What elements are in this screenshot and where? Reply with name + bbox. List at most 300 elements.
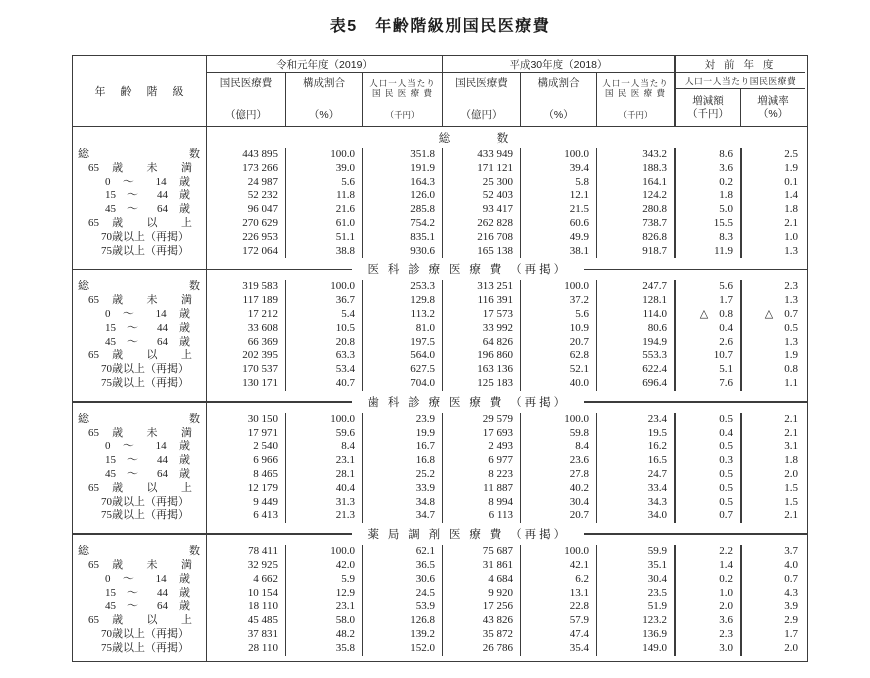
cell-value: 25.2 [362,468,442,482]
cell-value: 21.5 [520,203,596,217]
cell-value: 126.8 [362,614,442,628]
cell-value: 59.8 [520,427,596,441]
row-label: 45 ～ 64 歳 [105,467,190,480]
section-title-text: 医 科 診 療 医 療 費 （再掲） [367,264,569,277]
cell-value: 16.2 [596,440,674,454]
cell-value: 1.3 [740,294,805,308]
cell-value: 918.7 [596,245,674,259]
cell-value: 23.4 [596,413,674,427]
col-header-change-rate: 増減率 （%） [740,89,805,126]
cell-value: 5.9 [285,573,362,587]
cell-value: 0.5 [740,322,805,336]
cell-value: 2.0 [740,468,805,482]
cell-value: 35 872 [442,628,520,642]
cell-value: 0.2 [674,176,740,190]
section-rows [73,280,807,390]
cell-value: 58.0 [285,614,362,628]
cell-value: 1.4 [740,189,805,203]
cell-value: 247.7 [596,280,674,294]
cell-value: 61.0 [285,217,362,231]
cell-value: 0.5 [674,468,740,482]
cell-value: 24.5 [362,587,442,601]
cell-value: 2.0 [674,600,740,614]
cell-value: 33.9 [362,482,442,496]
cell-value: 17 212 [247,307,278,320]
cell-value: 2.0 [740,642,805,656]
cell-value: 26 786 [442,642,520,656]
cell-value: 23.9 [362,413,442,427]
row-label: 0 ～ 14 歳 [105,572,190,585]
cell-value: 128.1 [596,294,674,308]
cell-value: 8.4 [285,440,362,454]
cell-value: 4.3 [740,587,805,601]
cell-value: 22.8 [520,600,596,614]
cell-value: 48.2 [285,628,362,642]
cell-value: 124.2 [596,189,674,203]
cell-value: 52.1 [520,363,596,377]
cell-value: 66 369 [247,335,278,348]
cell-value: 152.0 [362,642,442,656]
cell-value: 930.6 [362,245,442,259]
cell-value: 100.0 [285,413,362,427]
cell-value: 52 403 [442,189,520,203]
table-row [73,231,807,245]
row-label: 45 ～ 64 歳 [105,600,190,613]
cell-value: 5.0 [674,203,740,217]
section-title [73,258,807,280]
cell-value: 34.8 [362,496,442,510]
cell-value: 443 895 [242,148,278,160]
row-label: 15 ～ 44 歳 [105,321,190,334]
table-bottom-padding [73,656,807,661]
cell-value: 15.5 [674,217,740,231]
cell-value: 24 987 [247,175,278,188]
row-label: 65 歳 以 上 [88,481,192,494]
cell-value: 24.7 [596,468,674,482]
cell-value: 216 708 [442,231,520,245]
table-row [73,482,807,496]
cell-value: 31.3 [285,496,362,510]
row-label: 65 歳 未 満 [88,294,192,307]
cell-value: 10.5 [285,322,362,336]
header-group-fy2018: 平成30年度（2018） [442,56,674,73]
cell-value: 196 860 [442,349,520,363]
cell-value: 351.8 [362,148,442,162]
cell-value: 20.8 [285,336,362,350]
table-row [73,280,807,294]
cell-value: 149.0 [596,642,674,656]
table-row [73,217,807,231]
table-row [73,454,807,468]
cell-value: 6 966 [253,454,278,467]
cell-value: 29 579 [442,413,520,427]
cell-value: 129.8 [362,294,442,308]
cell-value: 8 223 [442,468,520,482]
cell-value: 63.3 [285,349,362,363]
col-header-percapita-2018: 人口一人当たり 国 民 医 療 費 （千円） [596,73,674,126]
cell-value: 40.4 [285,482,362,496]
cell-value: 6.2 [520,573,596,587]
cell-value: 627.5 [362,363,442,377]
table-row [73,496,807,510]
cell-value: 1.9 [740,349,805,363]
cell-value: 262 828 [442,217,520,231]
cell-value: 285.8 [362,203,442,217]
row-label: 75歳以上（再掲） [101,376,189,389]
cell-value: 8 465 [253,467,278,480]
cell-value: 16.8 [362,454,442,468]
section-title-text: 歯 科 診 療 医 療 費 （再掲） [367,396,569,409]
cell-value: 622.4 [596,363,674,377]
cell-value: 30.4 [520,496,596,510]
cell-value: 0.1 [740,176,805,190]
cell-value: 78 411 [248,545,278,558]
cell-value: 75 687 [442,545,520,559]
cell-value: 37.2 [520,294,596,308]
row-label: 45 ～ 64 歳 [105,335,190,348]
table-row [73,509,807,523]
cell-value: 2.1 [740,217,805,231]
row-label: 65 歳 以 上 [88,216,192,229]
cell-value: 39.4 [520,162,596,176]
cell-value: 47.4 [520,628,596,642]
row-label: 総 数 [78,545,200,558]
cell-value: 113.2 [362,308,442,322]
cell-value: 20.7 [520,336,596,350]
cell-value: 738.7 [596,217,674,231]
cell-value: 188.3 [596,162,674,176]
cell-value: 19.5 [596,427,674,441]
cell-value: 36.5 [362,559,442,573]
cell-value: 12.1 [520,189,596,203]
cell-value: 25 300 [442,176,520,190]
cell-value: 17 573 [442,308,520,322]
cell-value: 226 953 [242,230,278,243]
section-title [73,523,807,545]
header-group-fy2019: 令和元年度（2019） [207,56,442,73]
col-header-expense-2019: 国民医療費 （億円） [219,77,273,121]
cell-value: 5.8 [520,176,596,190]
cell-value: 81.0 [362,322,442,336]
row-label: 65 歳 以 上 [88,614,192,627]
cell-value: 3.1 [740,440,805,454]
cell-value: 100.0 [520,148,596,162]
row-label: 75歳以上（再掲） [101,244,189,257]
table-row [73,559,807,573]
section-title [73,127,807,148]
cell-value: 9 920 [442,587,520,601]
cell-value: 5.6 [285,176,362,190]
cell-value: 12 179 [247,481,278,494]
cell-value: 754.2 [362,217,442,231]
cell-value: 1.9 [740,162,805,176]
row-label: 15 ～ 44 歳 [105,586,190,599]
cell-value: △ 0.8 [674,308,740,322]
cell-value: 96 047 [247,203,278,216]
table-row [73,468,807,482]
cell-value: 53.4 [285,363,362,377]
col-header-share-2019: 構成割合 （%） [285,73,362,126]
row-label: 75歳以上（再掲） [101,509,189,522]
row-label: 0 ～ 14 歳 [105,440,190,453]
cell-value: 60.6 [520,217,596,231]
table-row [73,162,807,176]
row-label: 15 ～ 44 歳 [105,189,190,202]
cell-value: 35.8 [285,642,362,656]
section-divider-line [73,401,352,403]
table-row [73,363,807,377]
section-rows [73,413,807,523]
cell-value: 553.3 [596,349,674,363]
section-rows [73,148,807,258]
row-label: 45 ～ 64 歳 [105,203,190,216]
table-row [73,573,807,587]
cell-value: 62.8 [520,349,596,363]
section-divider-line [584,533,807,535]
medical-expense-table [72,55,808,662]
cell-value: 197.5 [362,336,442,350]
table-row [73,642,807,656]
cell-value: 23.5 [596,587,674,601]
cell-value: 194.9 [596,336,674,350]
cell-value: 165 138 [442,245,520,259]
table-row [73,413,807,427]
cell-value: 170 537 [242,363,278,376]
cell-value: 9 449 [253,495,278,508]
cell-value: 2.2 [674,545,740,559]
cell-value: 21.6 [285,203,362,217]
cell-value: 0.2 [674,573,740,587]
cell-value: 23.1 [285,600,362,614]
section-title-text: 薬 局 調 剤 医 療 費 （再掲） [367,529,569,542]
cell-value: 2.1 [740,413,805,427]
cell-value: 2.9 [740,614,805,628]
cell-value: 1.8 [740,454,805,468]
section-divider-line [73,533,352,535]
cell-value: 3.9 [740,600,805,614]
row-label: 65 歳 未 満 [88,161,192,174]
cell-value: 100.0 [285,148,362,162]
section-title-text: 総 数 [438,132,512,145]
cell-value: 130 171 [242,376,278,389]
table-row [73,203,807,217]
table-row [73,600,807,614]
cell-value: 33 608 [247,321,278,334]
cell-value: 11.9 [674,245,740,259]
table-row [73,245,807,259]
cell-value: 3.6 [674,162,740,176]
cell-value: 1.3 [740,245,805,259]
cell-value: 10.9 [520,322,596,336]
cell-value: 116 391 [442,294,520,308]
cell-value: 100.0 [520,280,596,294]
cell-value: 0.3 [674,454,740,468]
header-age-class: 年 齢 階 級 [94,86,186,98]
cell-value: 1.7 [674,294,740,308]
cell-value: 28.1 [285,468,362,482]
cell-value: 11.8 [285,189,362,203]
table-body [73,127,807,661]
row-label: 70歳以上（再掲） [101,495,189,508]
header-group-year-on-year: 対 前 年 度 [674,56,805,73]
cell-value: 1.3 [740,336,805,350]
cell-value: 0.8 [740,363,805,377]
table-row [73,628,807,642]
row-label: 65 歳 以 上 [88,349,192,362]
cell-value: 1.0 [740,231,805,245]
cell-value: 191.9 [362,162,442,176]
cell-value: 23.6 [520,454,596,468]
cell-value: 202 395 [242,349,278,362]
row-label: 0 ～ 14 歳 [105,307,190,320]
section-divider-line [73,269,352,271]
cell-value: 696.4 [596,377,674,391]
cell-value: 270 629 [242,216,278,229]
cell-value: 253.3 [362,280,442,294]
cell-value: 30.4 [596,573,674,587]
cell-value: 8.3 [674,231,740,245]
cell-value: 1.5 [740,482,805,496]
table-row [73,322,807,336]
cell-value: 8.6 [674,148,740,162]
row-label: 15 ～ 44 歳 [105,454,190,467]
row-label: 75歳以上（再掲） [101,641,189,654]
col-header-percapita-2019: 人口一人当たり 国 民 医 療 費 （千円） [362,73,442,126]
cell-value: 2.1 [740,427,805,441]
cell-value: 5.6 [520,308,596,322]
cell-value: △ 0.7 [740,308,805,322]
table-row [73,349,807,363]
cell-value: 6 977 [442,454,520,468]
cell-value: 0.5 [674,413,740,427]
row-label: 0 ～ 14 歳 [105,175,190,188]
cell-value: 40.0 [520,377,596,391]
cell-value: 564.0 [362,349,442,363]
cell-value: 2.3 [740,280,805,294]
cell-value: 33.4 [596,482,674,496]
cell-value: 826.8 [596,231,674,245]
cell-value: 114.0 [596,308,674,322]
section-rows [73,545,807,655]
cell-value: 28 110 [248,641,278,654]
cell-value: 1.8 [740,203,805,217]
cell-value: 5.4 [285,308,362,322]
table-header [73,56,807,127]
row-label: 総 数 [78,280,200,293]
page-title: 表5 年齢階級別国民医療費 [329,18,551,35]
cell-value: 1.5 [740,496,805,510]
cell-value: 4 684 [442,573,520,587]
section-divider-line [73,137,423,139]
cell-value: 2.6 [674,336,740,350]
cell-value: 16.7 [362,440,442,454]
cell-value: 13.1 [520,587,596,601]
cell-value: 2.1 [740,509,805,523]
cell-value: 8 994 [442,496,520,510]
row-label: 70歳以上（再掲） [101,363,189,376]
cell-value: 0.5 [674,482,740,496]
row-label: 70歳以上（再掲） [101,627,189,640]
cell-value: 0.4 [674,322,740,336]
row-label: 総 数 [78,412,200,425]
col-header-change-amount: 増減額 （千円） [674,89,740,126]
cell-value: 172 064 [242,244,278,257]
cell-value: 1.1 [740,377,805,391]
cell-value: 30 150 [247,412,278,425]
cell-value: 8.4 [520,440,596,454]
section-divider-line [584,269,807,271]
cell-value: 173 266 [242,161,278,174]
cell-value: 40.2 [520,482,596,496]
cell-value: 319 583 [242,280,278,293]
cell-value: 163 136 [442,363,520,377]
cell-value: 2 540 [253,440,278,453]
cell-value: 27.8 [520,468,596,482]
cell-value: 125 183 [442,377,520,391]
cell-value: 32 925 [247,558,278,571]
row-label: 65 歳 未 満 [88,558,192,571]
cell-value: 57.9 [520,614,596,628]
col-header-share-2018: 構成割合 （%） [520,73,596,126]
cell-value: 12.9 [285,587,362,601]
cell-value: 35.1 [596,559,674,573]
cell-value: 6 113 [442,509,520,523]
cell-value: 0.5 [674,440,740,454]
cell-value: 21.3 [285,509,362,523]
cell-value: 11 887 [442,482,520,496]
cell-value: 100.0 [520,413,596,427]
cell-value: 0.4 [674,427,740,441]
cell-value: 45 485 [247,614,278,627]
cell-value: 4 662 [253,572,278,585]
cell-value: 53.9 [362,600,442,614]
cell-value: 704.0 [362,377,442,391]
cell-value: 42.0 [285,559,362,573]
cell-value: 34.7 [362,509,442,523]
cell-value: 280.8 [596,203,674,217]
cell-value: 313 251 [442,280,520,294]
cell-value: 34.0 [596,509,674,523]
cell-value: 3.6 [674,614,740,628]
cell-value: 123.2 [596,614,674,628]
cell-value: 19.9 [362,427,442,441]
cell-value: 3.7 [740,545,805,559]
cell-value: 3.0 [674,642,740,656]
cell-value: 42.1 [520,559,596,573]
cell-value: 80.6 [596,322,674,336]
cell-value: 343.2 [596,148,674,162]
cell-value: 117 189 [242,294,278,307]
table-row [73,377,807,391]
col-header-expense-2018: 国民医療費 （億円） [442,73,520,126]
cell-value: 100.0 [285,545,362,559]
cell-value: 51.9 [596,600,674,614]
cell-value: 30.6 [362,573,442,587]
cell-value: 17 971 [247,426,278,439]
cell-value: 0.7 [674,509,740,523]
cell-value: 59.6 [285,427,362,441]
cell-value: 49.9 [520,231,596,245]
cell-value: 171 121 [442,162,520,176]
cell-value: 38.8 [285,245,362,259]
table-row [73,294,807,308]
cell-value: 100.0 [285,280,362,294]
cell-value: 2.3 [674,628,740,642]
cell-value: 62.1 [362,545,442,559]
table-row [73,176,807,190]
table-row [73,440,807,454]
cell-value: 37 831 [247,627,278,640]
